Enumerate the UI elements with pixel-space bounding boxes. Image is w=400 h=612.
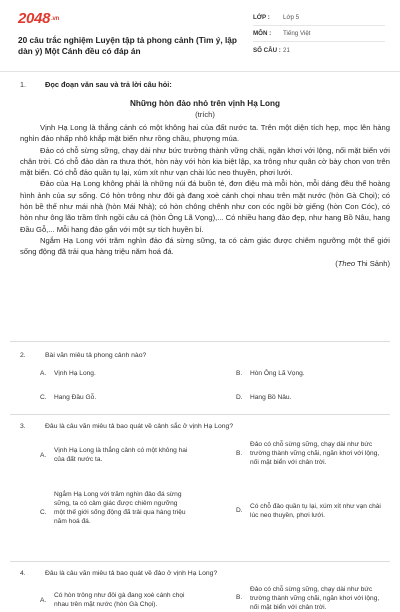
option-text: Có chỗ đảo quần tụ lại, xúm xít như vạn chài lúc neo thuyền, phơi lưới. xyxy=(250,503,381,519)
document-header xyxy=(0,0,400,72)
passage-paragraph: Vịnh Hạ Long là thắng cảnh có một không hai của đất nước ta. Trên một diện tích hẹp, mọc lên hàng nghìn đảo nhấp nhô khắp mặt biển như rồng chầu, phượng múa. xyxy=(20,123,390,144)
option-letter: A. xyxy=(40,370,47,377)
option-d[interactable] xyxy=(236,393,400,402)
option-b[interactable] xyxy=(236,369,400,378)
logo-suffix: .vn xyxy=(51,16,59,23)
question-2 xyxy=(20,352,390,409)
option-a[interactable] xyxy=(40,446,189,464)
option-letter: B. xyxy=(236,370,243,377)
question-prompt: Bài văn miêu tả phong cảnh nào? xyxy=(45,352,147,359)
passage-paragraph: Đảo của Hạ Long không phải là những núi đá buồn tẻ, đơn điệu mà mỗi hòn, mỗi dáng đều thể hoàng hình ảnh của sự sống. Có hòn trông như đôi gà đang xoè cánh chọi nhau trên mặt nước (hòn Gà Chọi); có hòn bề thế như mái nhà (hòn Mái Nhà); có hòn chông chênh như con cóc ngồi bờ giếng (hòn Con Cóc), có hòn như ông lão trầm tĩnh ngồi câu cá (hòn Ông Lã Vọng),... Có nhiều hang đảo đẹp, như hang Bồ Nâu, hang Đầu Gỗ,... Mỗi hang đảo gắn với một sự tích huyền bí. xyxy=(20,179,390,234)
meta-value: Lớp 5 xyxy=(283,14,300,21)
option-a[interactable] xyxy=(40,591,189,609)
option-letter: B. xyxy=(236,594,243,601)
option-text: Đảo có chỗ sừng sững, chạy dài như bức trường thành vững chãi, ngăn khơi với lộng, nối mặt biển với chân trời. xyxy=(250,586,380,611)
divider xyxy=(10,561,390,562)
option-c[interactable] xyxy=(40,393,204,402)
question-number: 2. xyxy=(20,352,26,359)
divider xyxy=(10,341,390,342)
option-letter: D. xyxy=(236,394,243,401)
question-number: 4. xyxy=(20,570,26,577)
option-text: Đảo có chỗ sừng sững, chạy dài như bức trường thành vững chãi, ngăn khơi với lộng, nối mặt biển với chân trời. xyxy=(250,441,380,466)
option-text: Vịnh Hạ Long. xyxy=(54,370,96,377)
question-3 xyxy=(20,423,390,555)
option-text: Có hòn trông như đôi gà đang xoè cánh chọi nhau trên mặt nước (hòn Gà Chọi). xyxy=(54,592,185,608)
meta-row-subject xyxy=(253,26,385,42)
source-prefix: ( xyxy=(335,258,338,268)
question-number: 1. xyxy=(20,80,26,89)
question-prompt: Đọc đoạn văn sau và trả lời câu hỏi: xyxy=(45,80,172,89)
option-c[interactable] xyxy=(40,490,189,526)
question-number: 3. xyxy=(20,423,26,430)
question-prompt: Đâu là câu văn miêu tả bao quát về đảo ở vịnh Hạ Long? xyxy=(45,570,218,577)
meta-label: SỐ CÂU : xyxy=(253,46,281,54)
option-text: Hang Đầu Gỗ. xyxy=(54,394,97,401)
source-name: Thi Sảnh) xyxy=(355,258,390,268)
meta-value: 21 xyxy=(283,46,290,54)
source-author: Theo xyxy=(337,258,356,268)
option-letter: A. xyxy=(40,452,47,459)
passage-paragraph: Đảo có chỗ sừng sững, chạy dài như bức trường thành vững chãi, ngăn khơi với lộng, nối mặt biển với chân trời. Có chỗ đảo dàn ra thưa thớt, hòn này với hòn kia biệt lập, xa trông như quân cờ bày chon von trên mặt biển. Có chỗ đảo quần tụ lại, xúm xít như vạn chài lúc neo thuyền, phơi lưới. xyxy=(20,145,390,178)
option-text: Ngắm Hạ Long với trăm nghìn đảo đá sừng sững, ta có cảm giác được chiêm ngưỡng một thế giới sống động đã trải qua hàng triệu năm hoá đá. xyxy=(54,491,186,525)
question-1 xyxy=(20,80,390,268)
document-title: 20 câu trắc nghiệm Luyện tập tả phong cảnh (Tìm ý, lập dàn ý) Một Cánh đều có đáp án xyxy=(18,35,237,56)
options xyxy=(20,587,390,611)
option-letter: A. xyxy=(40,597,47,604)
option-text: Hang Bồ Nâu. xyxy=(250,394,292,401)
option-b[interactable] xyxy=(236,440,385,467)
passage-title: Những hòn đảo nhỏ trên vịnh Hạ Long xyxy=(129,99,281,108)
meta-label: LỚP : xyxy=(253,14,270,21)
meta-row-count xyxy=(253,42,385,58)
option-b[interactable] xyxy=(236,585,385,612)
meta-row-class xyxy=(253,10,385,26)
options xyxy=(20,369,390,409)
logo-text: 2048 xyxy=(18,10,51,27)
options xyxy=(20,440,390,555)
passage-subtitle: (trích) xyxy=(195,110,215,119)
question-4 xyxy=(20,570,390,611)
option-letter: D. xyxy=(236,507,243,514)
option-letter: C. xyxy=(40,394,47,401)
option-text: Hòn Ông Lã Vọng. xyxy=(250,370,305,377)
option-d[interactable] xyxy=(236,502,385,520)
option-letter: C. xyxy=(40,509,47,516)
option-text: Vịnh Hạ Long là thắng cảnh có một không hai của đất nước ta. xyxy=(54,447,188,463)
passage-source xyxy=(20,259,390,268)
option-a[interactable] xyxy=(40,369,204,378)
passage-paragraph: Ngắm Hạ Long với trăm nghìn đảo đá sừng sững, ta có cảm giác được chiêm ngưỡng một thế giới sống động đã trải qua hàng triệu năm hoá đá. xyxy=(20,235,390,257)
divider xyxy=(10,414,390,415)
question-prompt: Đâu là câu văn miêu tả bao quát về cảnh sắc ở vịnh Hạ Long? xyxy=(45,423,234,430)
document-meta xyxy=(253,10,385,58)
option-letter: B. xyxy=(236,450,243,457)
meta-label: MÔN : xyxy=(253,30,272,37)
meta-value: Tiếng Việt xyxy=(283,30,311,37)
